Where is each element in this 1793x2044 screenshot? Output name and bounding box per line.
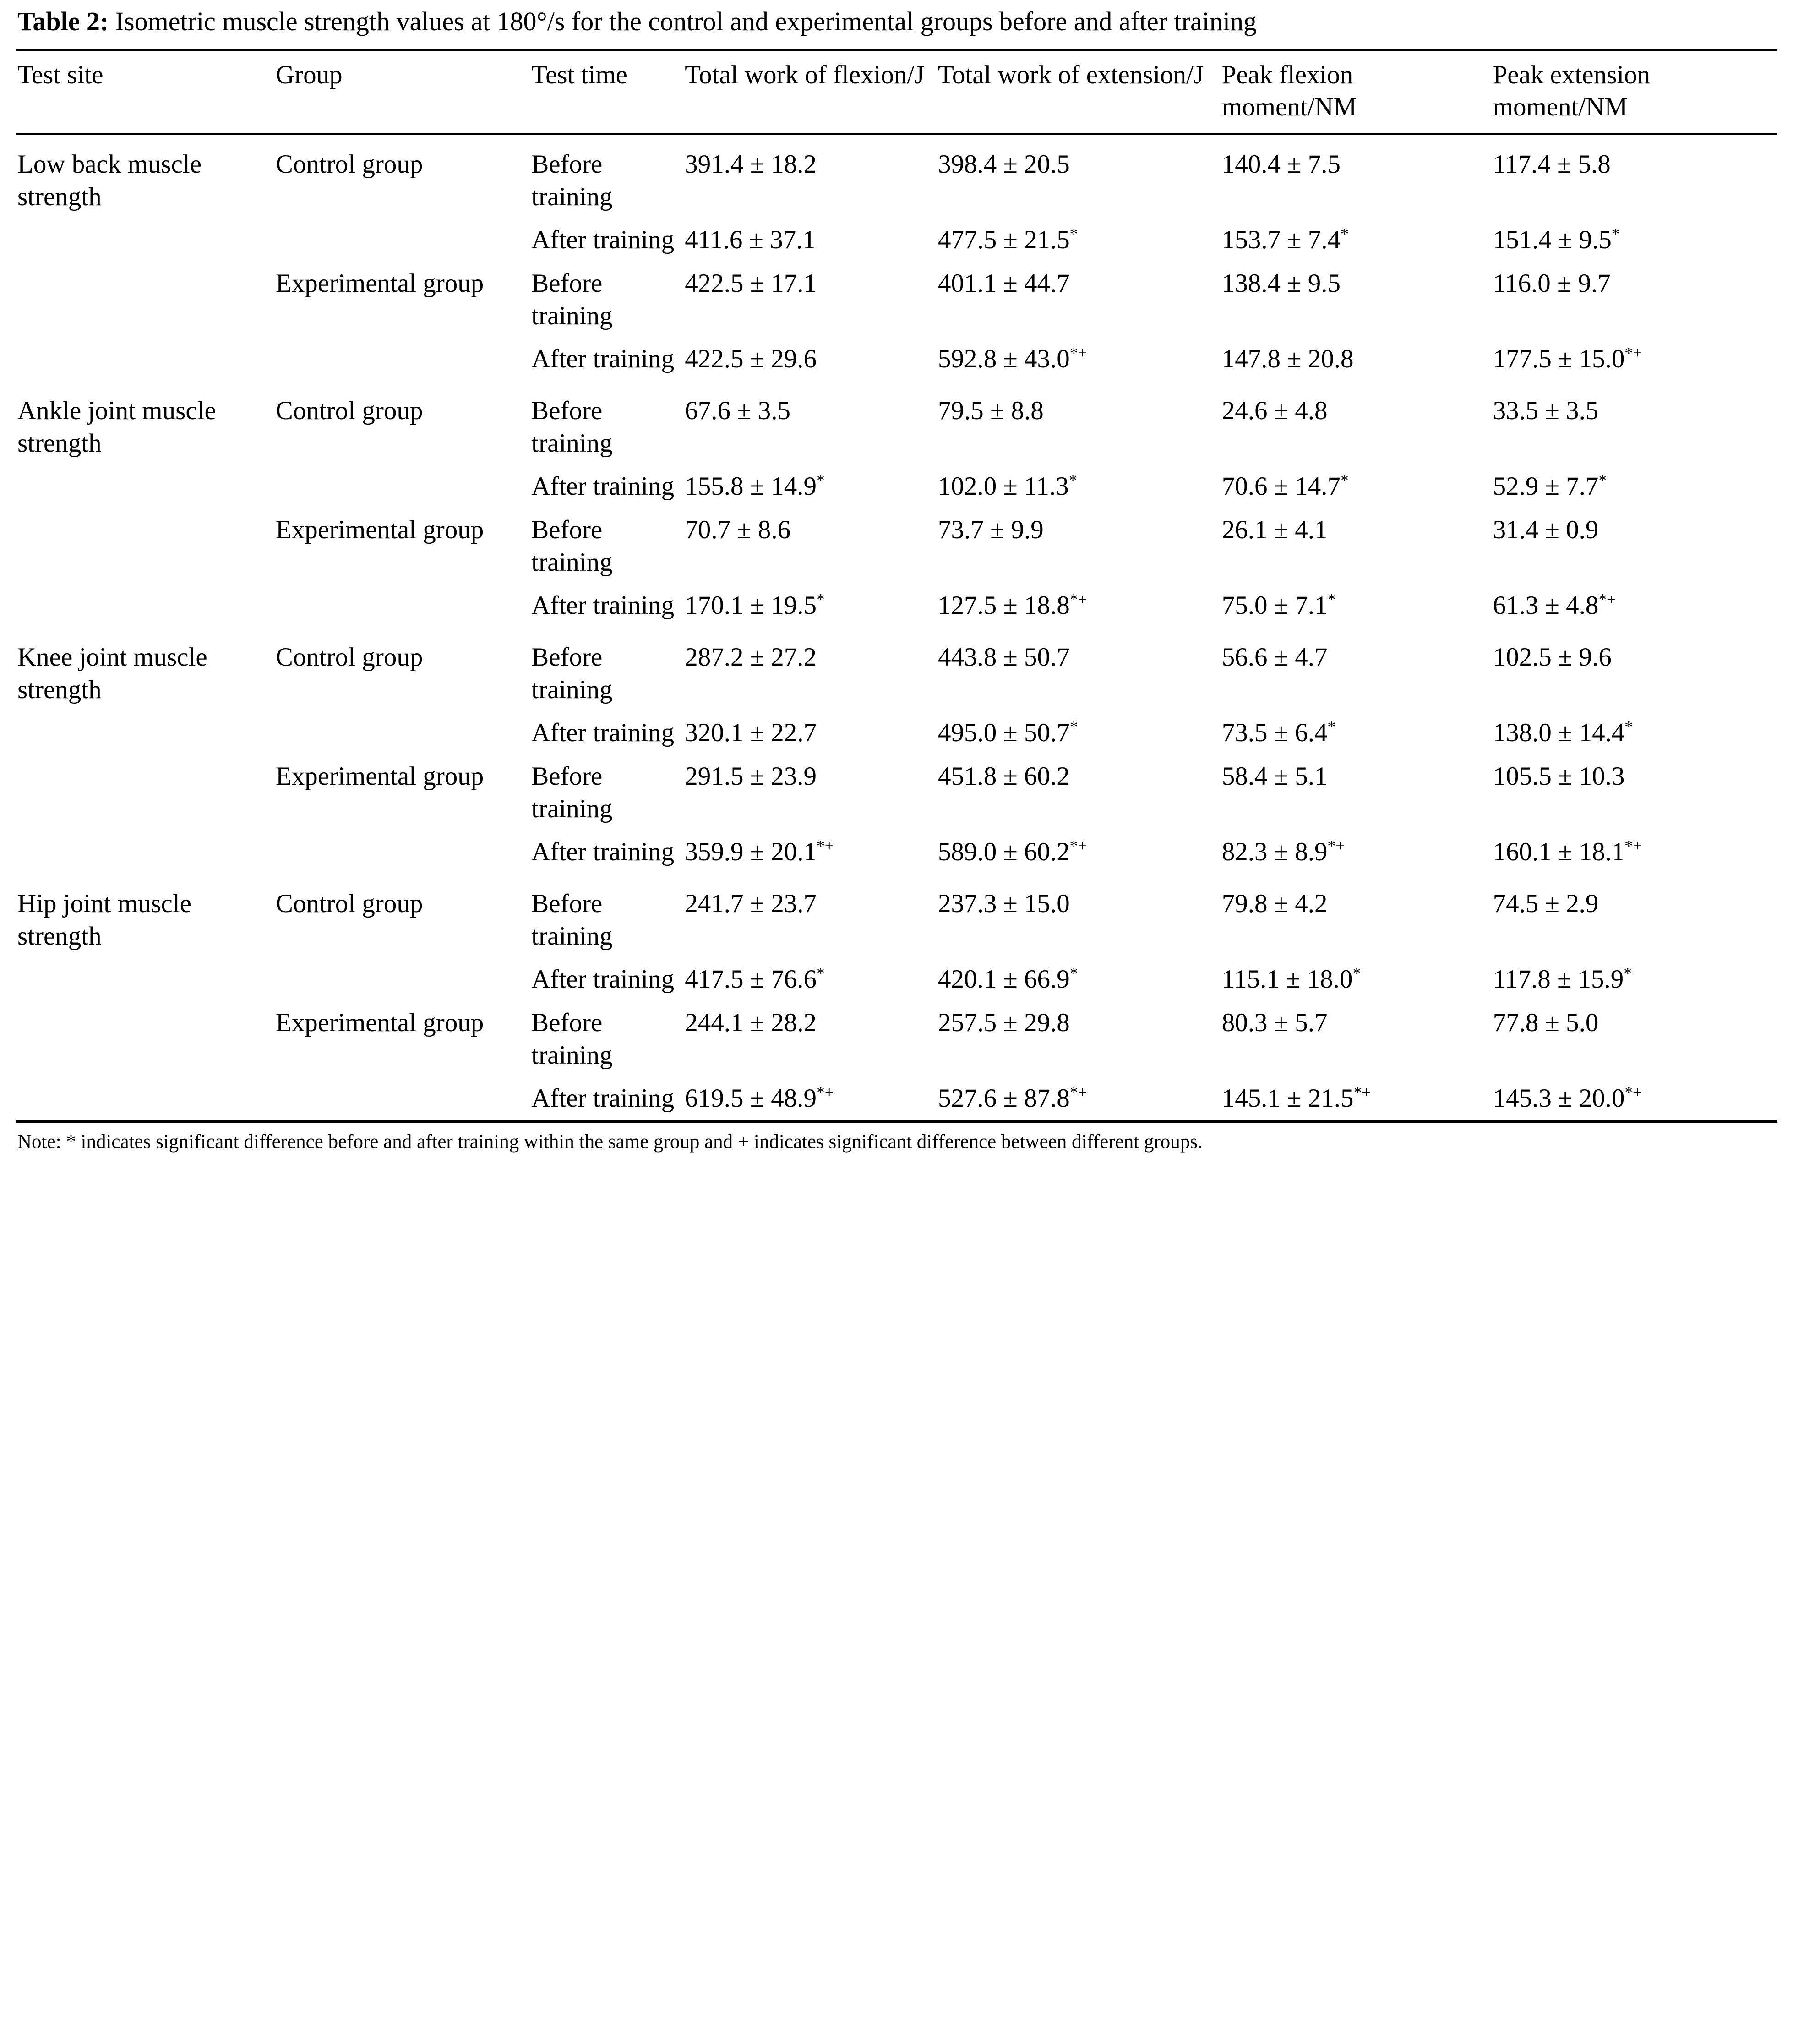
column-header-test-site: Test site (17, 60, 104, 89)
table-row (16, 584, 1777, 628)
cell-group (274, 219, 529, 262)
cell-peak-extension-moment: 117.4 ± 5.8 (1493, 150, 1611, 179)
significance-marker: *+ (1069, 1083, 1087, 1102)
significance-marker: * (817, 590, 825, 609)
cell-group (274, 584, 529, 628)
cell-test-site (16, 584, 274, 628)
cell-group: Control group (275, 889, 423, 918)
significance-marker: *+ (1353, 1083, 1371, 1102)
cell-total-work-extension: 527.6 ± 87.8*+ (938, 1083, 1087, 1113)
cell-peak-flexion-moment: 58.4 ± 5.1 (1221, 762, 1328, 791)
cell-test-site (16, 1001, 274, 1077)
cell-group (274, 465, 529, 508)
cell-total-work-flexion: 391.4 ± 18.2 (685, 150, 817, 179)
cell-peak-extension-moment: 105.5 ± 10.3 (1493, 762, 1625, 791)
cell-peak-flexion-moment: 140.4 ± 7.5 (1221, 150, 1341, 179)
table-row (16, 262, 1777, 338)
significance-marker: * (1327, 590, 1336, 609)
significance-marker: *+ (1069, 344, 1087, 362)
strength-data-table (16, 49, 1777, 1120)
significance-marker: * (1624, 718, 1633, 736)
cell-total-work-extension: 592.8 ± 43.0*+ (938, 344, 1087, 374)
cell-peak-extension-moment: 61.3 ± 4.8*+ (1493, 590, 1616, 620)
cell-total-work-flexion: 70.7 ± 8.6 (685, 515, 791, 545)
table-row (16, 831, 1777, 874)
cell-peak-extension-moment: 145.3 ± 20.0*+ (1493, 1083, 1642, 1113)
cell-test-site: Knee joint muscle strength (17, 643, 207, 704)
cell-group (274, 831, 529, 874)
cell-total-work-flexion: 291.5 ± 23.9 (685, 762, 817, 791)
significance-marker: * (1598, 471, 1607, 490)
cell-total-work-extension: 127.5 ± 18.8*+ (938, 590, 1087, 620)
significance-marker: * (817, 964, 825, 983)
table-header (16, 49, 1777, 134)
table-row (16, 874, 1777, 958)
cell-test-site: Ankle joint muscle strength (17, 396, 216, 458)
cell-test-site (16, 831, 274, 874)
cell-peak-extension-moment: 177.5 ± 15.0*+ (1493, 344, 1642, 374)
cell-test-site (16, 262, 274, 338)
table-row (16, 508, 1777, 584)
cell-group: Control group (275, 396, 423, 426)
table-row (16, 711, 1777, 755)
cell-test-time: Before training (531, 643, 613, 704)
cell-test-time: Before training (531, 889, 613, 951)
table-caption (16, 5, 1777, 38)
cell-test-time: After training (531, 591, 675, 620)
column-header-peak-extension-moment: Peak extension moment/NM (1493, 60, 1651, 122)
cell-peak-extension-moment: 138.0 ± 14.4* (1493, 718, 1633, 748)
cell-peak-flexion-moment: 145.1 ± 21.5*+ (1221, 1083, 1371, 1113)
column-header-test-time: Test time (531, 60, 627, 89)
table-row (16, 755, 1777, 831)
significance-marker: *+ (1327, 837, 1345, 855)
cell-test-time: Before training (531, 269, 613, 330)
cell-peak-extension-moment: 151.4 ± 9.5* (1493, 225, 1620, 255)
cell-total-work-flexion: 244.1 ± 28.2 (685, 1008, 817, 1038)
cell-peak-extension-moment: 33.5 ± 3.5 (1493, 396, 1599, 426)
cell-total-work-flexion: 422.5 ± 17.1 (685, 269, 817, 298)
cell-peak-flexion-moment: 147.8 ± 20.8 (1221, 344, 1354, 374)
cell-total-work-extension: 451.8 ± 60.2 (938, 762, 1070, 791)
cell-total-work-flexion: 359.9 ± 20.1*+ (685, 837, 834, 867)
significance-marker: * (1069, 225, 1078, 243)
cell-total-work-extension: 73.7 ± 9.9 (938, 515, 1044, 545)
cell-total-work-extension: 420.1 ± 66.9* (938, 964, 1078, 994)
cell-peak-flexion-moment: 24.6 ± 4.8 (1221, 396, 1328, 426)
cell-peak-extension-moment: 116.0 ± 9.7 (1493, 269, 1611, 298)
table-note: Note: * indicates significant difference before and after training within the same group and + indicates significant difference between different groups. (16, 1120, 1777, 1164)
cell-group: Control group (275, 643, 423, 672)
significance-marker: * (1341, 471, 1349, 490)
column-header-total-work-extension: Total work of extension/J (938, 60, 1204, 89)
column-header-total-work-flexion: Total work of flexion/J (685, 60, 925, 89)
cell-test-time: After training (531, 1084, 675, 1113)
cell-group: Experimental group (275, 1008, 484, 1038)
cell-group (274, 1077, 529, 1120)
cell-test-time: Before training (531, 150, 613, 211)
cell-peak-extension-moment: 52.9 ± 7.7* (1493, 471, 1607, 501)
column-header-group: Group (275, 60, 343, 89)
cell-test-time: After training (531, 837, 675, 867)
cell-peak-flexion-moment: 153.7 ± 7.4* (1221, 225, 1349, 255)
significance-marker: * (1327, 718, 1336, 736)
significance-marker: *+ (1624, 344, 1642, 362)
table-caption-label: Table 2: (17, 6, 109, 36)
cell-peak-flexion-moment: 80.3 ± 5.7 (1221, 1008, 1328, 1038)
cell-total-work-extension: 589.0 ± 60.2*+ (938, 837, 1087, 867)
cell-group: Experimental group (275, 762, 484, 791)
table-row (16, 958, 1777, 1001)
cell-peak-flexion-moment: 26.1 ± 4.1 (1221, 515, 1328, 545)
cell-peak-flexion-moment: 70.6 ± 14.7* (1221, 471, 1349, 501)
cell-total-work-extension: 477.5 ± 21.5* (938, 225, 1078, 255)
cell-group (274, 958, 529, 1001)
cell-total-work-flexion: 287.2 ± 27.2 (685, 643, 817, 672)
cell-peak-flexion-moment: 79.8 ± 4.2 (1221, 889, 1328, 918)
cell-test-time: Before training (531, 396, 613, 458)
cell-total-work-extension: 257.5 ± 29.8 (938, 1008, 1070, 1038)
cell-peak-flexion-moment: 138.4 ± 9.5 (1221, 269, 1341, 298)
cell-test-site (16, 711, 274, 755)
column-header-peak-flexion-moment: Peak flexion moment/NM (1221, 60, 1357, 122)
cell-test-time: After training (531, 965, 675, 994)
cell-peak-extension-moment: 74.5 ± 2.9 (1493, 889, 1599, 918)
cell-total-work-extension: 79.5 ± 8.8 (938, 396, 1044, 426)
significance-marker: * (1624, 964, 1632, 983)
significance-marker: * (1611, 225, 1620, 243)
cell-group: Control group (275, 150, 423, 179)
significance-marker: * (1352, 964, 1361, 983)
significance-marker: * (1069, 964, 1078, 983)
cell-total-work-flexion: 417.5 ± 76.6* (685, 964, 825, 994)
significance-marker: * (1068, 471, 1077, 490)
cell-total-work-flexion: 619.5 ± 48.9*+ (685, 1083, 834, 1113)
significance-marker: *+ (1598, 590, 1616, 609)
cell-peak-extension-moment: 117.8 ± 15.9* (1493, 964, 1632, 994)
significance-marker: * (1069, 718, 1078, 736)
cell-total-work-flexion: 320.1 ± 22.7 (685, 718, 817, 748)
significance-marker: *+ (817, 837, 834, 855)
cell-peak-flexion-moment: 75.0 ± 7.1* (1221, 590, 1336, 620)
table-row (16, 628, 1777, 711)
cell-group: Experimental group (275, 269, 484, 298)
cell-peak-extension-moment: 102.5 ± 9.6 (1493, 643, 1612, 672)
cell-group (274, 338, 529, 381)
significance-marker: *+ (1069, 837, 1087, 855)
cell-test-site (16, 1077, 274, 1120)
table-body (16, 134, 1777, 1120)
table-row (16, 219, 1777, 262)
cell-test-time: After training (531, 344, 675, 374)
cell-test-site: Low back muscle strength (17, 150, 202, 211)
significance-marker: * (817, 471, 825, 490)
cell-peak-flexion-moment: 56.6 ± 4.7 (1221, 643, 1328, 672)
cell-total-work-extension: 398.4 ± 20.5 (938, 150, 1070, 179)
header-row (16, 49, 1777, 134)
cell-test-site (16, 958, 274, 1001)
cell-peak-flexion-moment: 115.1 ± 18.0* (1221, 964, 1361, 994)
cell-total-work-extension: 102.0 ± 11.3* (938, 471, 1077, 501)
cell-test-time: Before training (531, 515, 613, 577)
cell-total-work-extension: 401.1 ± 44.7 (938, 269, 1070, 298)
significance-marker: *+ (1624, 837, 1642, 855)
cell-test-site: Hip joint muscle strength (17, 889, 191, 951)
cell-test-time: After training (531, 472, 675, 501)
table-row (16, 338, 1777, 381)
cell-total-work-extension: 237.3 ± 15.0 (938, 889, 1070, 918)
table-row (16, 381, 1777, 465)
cell-test-site (16, 508, 274, 584)
cell-peak-extension-moment: 160.1 ± 18.1*+ (1493, 837, 1642, 867)
significance-marker: *+ (1624, 1083, 1642, 1102)
table-row (16, 465, 1777, 508)
cell-peak-flexion-moment: 82.3 ± 8.9*+ (1221, 837, 1345, 867)
cell-total-work-flexion: 155.8 ± 14.9* (685, 471, 825, 501)
cell-total-work-flexion: 422.5 ± 29.6 (685, 344, 817, 374)
cell-test-site (16, 219, 274, 262)
cell-peak-extension-moment: 77.8 ± 5.0 (1493, 1008, 1599, 1038)
table-row (16, 1001, 1777, 1077)
significance-marker: * (1341, 225, 1349, 243)
cell-test-site (16, 338, 274, 381)
table-row (16, 1077, 1777, 1120)
significance-marker: *+ (1069, 590, 1087, 609)
cell-total-work-flexion: 67.6 ± 3.5 (685, 396, 791, 426)
cell-test-site (16, 465, 274, 508)
significance-marker: *+ (817, 1083, 834, 1102)
cell-total-work-extension: 443.8 ± 50.7 (938, 643, 1070, 672)
cell-test-site (16, 755, 274, 831)
cell-peak-flexion-moment: 73.5 ± 6.4* (1221, 718, 1336, 748)
cell-total-work-flexion: 241.7 ± 23.7 (685, 889, 817, 918)
cell-peak-extension-moment: 31.4 ± 0.9 (1493, 515, 1599, 545)
cell-total-work-flexion: 411.6 ± 37.1 (685, 225, 816, 255)
cell-total-work-extension: 495.0 ± 50.7* (938, 718, 1078, 748)
cell-test-time: After training (531, 225, 675, 255)
cell-test-time: Before training (531, 1008, 613, 1070)
table-caption-text: Isometric muscle strength values at 180°/s for the control and experimental groups before and after training (109, 6, 1257, 36)
cell-test-time: After training (531, 718, 675, 748)
cell-total-work-flexion: 170.1 ± 19.5* (685, 590, 825, 620)
cell-group: Experimental group (275, 515, 484, 545)
table-row (16, 134, 1777, 219)
cell-group (274, 711, 529, 755)
cell-test-time: Before training (531, 762, 613, 823)
